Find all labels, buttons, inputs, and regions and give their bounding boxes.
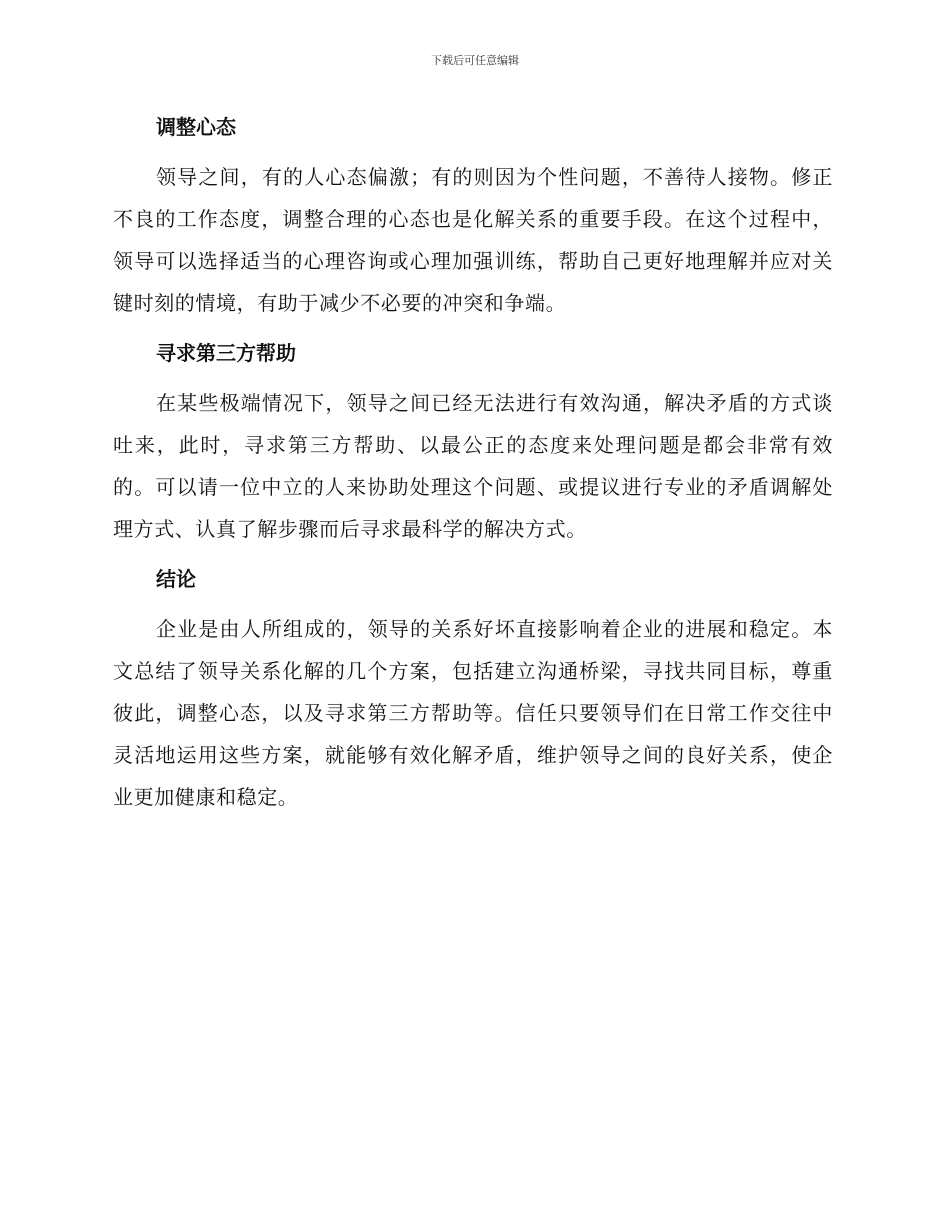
section-paragraph: 在某些极端情况下，领导之间已经无法进行有效沟通，解决矛盾的方式谈吐来，此时，寻求第三方帮助、以最公正的态度来处理问题是都会非常有效的。可以请一位中立的人来协助处理这个问题、或提议进行专业的矛盾调解处理方式、认真了解步骤而后寻求最科学的解决方式。 [113,391,833,541]
section-conclusion [113,564,833,818]
document-body [113,112,833,832]
section-paragraph: 企业是由人所组成的，领导的关系好坏直接影响着企业的进展和稳定。本文总结了领导关系化解的几个方案，包括建立沟通桥梁，寻找共同目标，尊重彼此，调整心态，以及寻求第三方帮助等。信任只要领导们在日常工作交往中灵活地运用这些方案，就能够有效化解矛盾，维护领导之间的良好关系，使企业更加健康和稳定。 [113,617,833,809]
section-third-party-help [113,338,833,550]
section-title: 寻求第三方帮助 [156,341,296,365]
section-title: 结论 [156,567,196,591]
section-adjust-mindset [113,112,833,324]
section-title: 调整心态 [156,115,236,139]
section-paragraph: 领导之间，有的人心态偏激；有的则因为个性问题，不善待人接物。修正不良的工作态度，调整合理的心态也是化解关系的重要手段。在这个过程中，领导可以选择适当的心理咨询或心理加强训练，帮助自己更好地理解并应对关键时刻的情境，有助于减少不必要的冲突和争端。 [113,165,833,315]
page-header: 下载后可任意编辑 [431,54,519,67]
